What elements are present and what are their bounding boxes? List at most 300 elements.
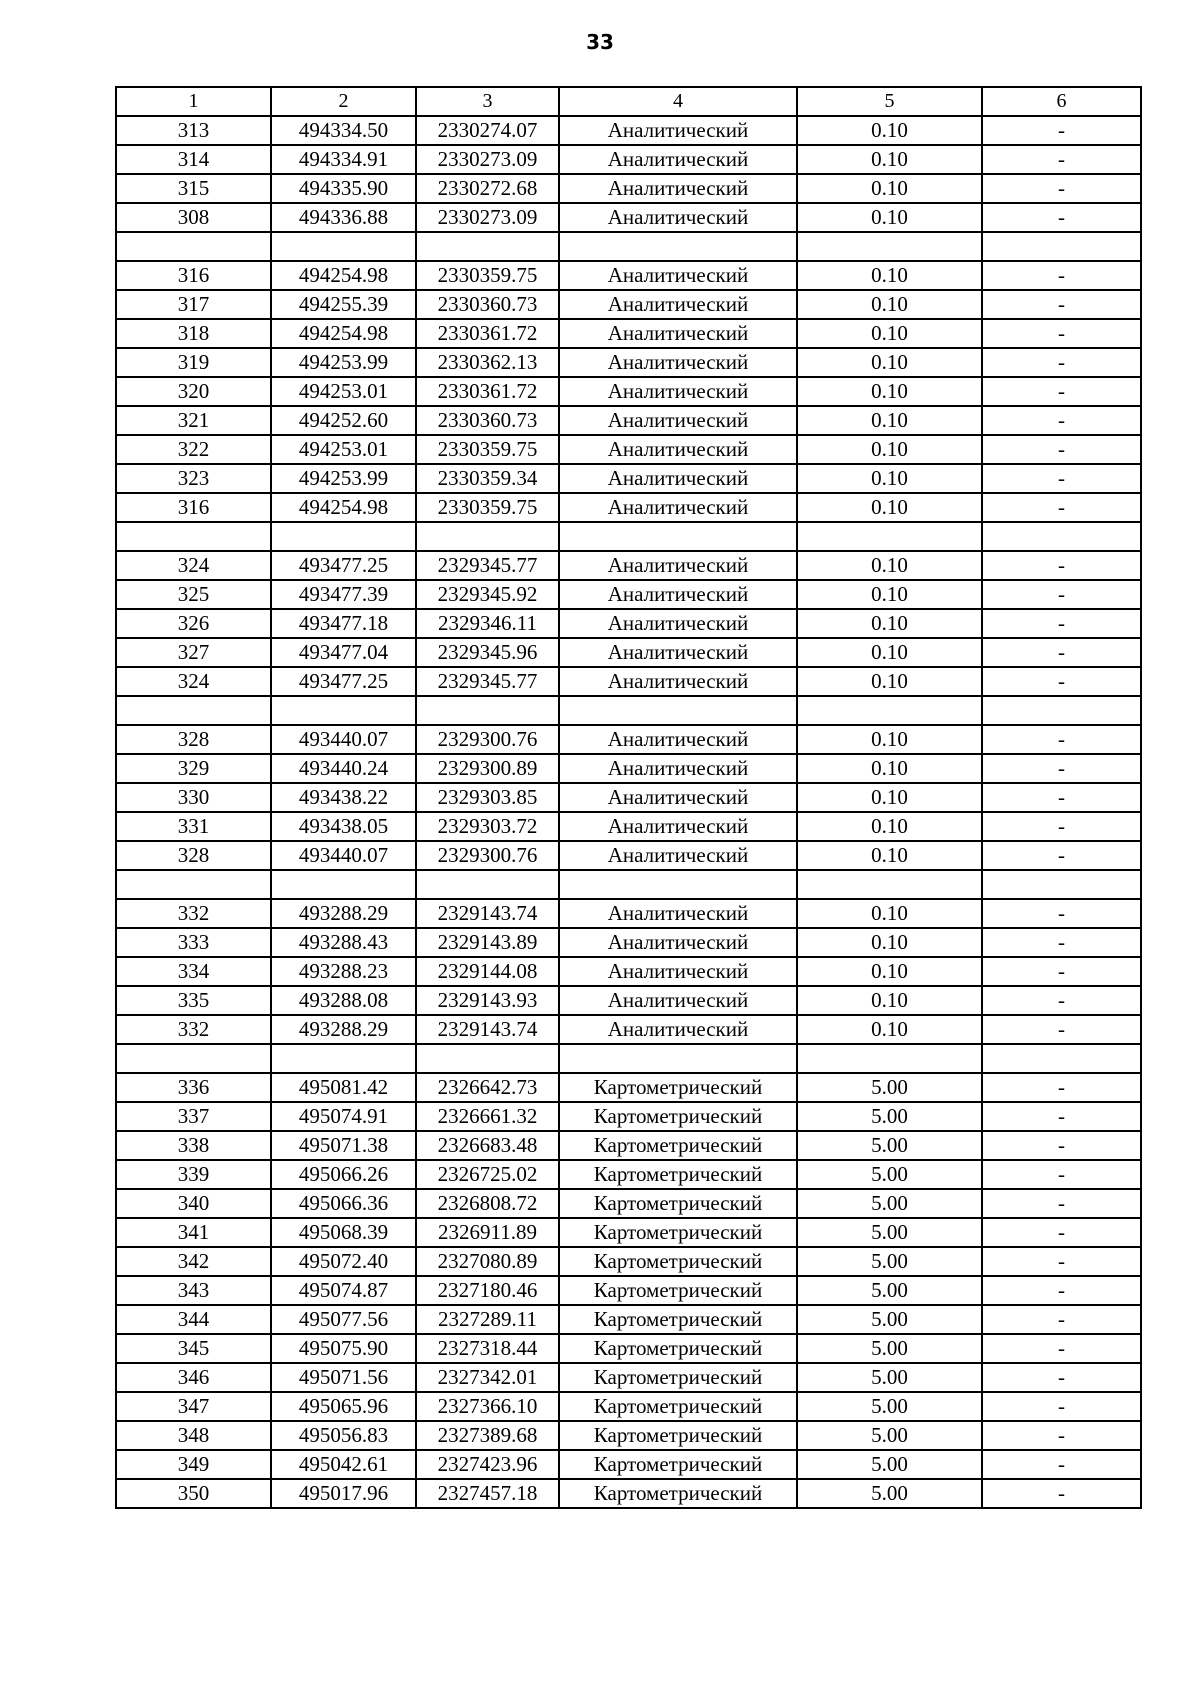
method-cell: Картометрический: [559, 1392, 797, 1421]
method-cell: Аналитический: [559, 551, 797, 580]
x-coordinate-cell: 495071.56: [271, 1363, 416, 1392]
x-coordinate-cell: [271, 870, 416, 899]
x-coordinate-cell: 495077.56: [271, 1305, 416, 1334]
x-coordinate-cell: 493288.08: [271, 986, 416, 1015]
y-coordinate-cell: 2330360.73: [416, 290, 559, 319]
x-coordinate-cell: 495081.42: [271, 1073, 416, 1102]
method-cell: Аналитический: [559, 435, 797, 464]
table-row: [116, 1218, 1141, 1247]
x-coordinate-cell: 493440.07: [271, 725, 416, 754]
y-coordinate-cell: 2326683.48: [416, 1131, 559, 1160]
point-number-cell: 337: [116, 1102, 271, 1131]
y-coordinate-cell: 2330274.07: [416, 116, 559, 145]
y-coordinate-cell: 2327180.46: [416, 1276, 559, 1305]
accuracy-cell: 5.00: [797, 1450, 982, 1479]
method-cell: Картометрический: [559, 1247, 797, 1276]
point-number-cell: 308: [116, 203, 271, 232]
x-coordinate-cell: 493477.25: [271, 551, 416, 580]
x-coordinate-cell: 494252.60: [271, 406, 416, 435]
point-number-cell: 320: [116, 377, 271, 406]
note-cell: -: [982, 1334, 1141, 1363]
note-cell: -: [982, 754, 1141, 783]
note-cell: -: [982, 1479, 1141, 1508]
table-row: [116, 1363, 1141, 1392]
table-body: [116, 116, 1141, 1508]
x-coordinate-cell: 494334.50: [271, 116, 416, 145]
coordinates-table: [115, 86, 1142, 1509]
method-cell: Аналитический: [559, 290, 797, 319]
table-row: [116, 1479, 1141, 1508]
point-number-cell: 333: [116, 928, 271, 957]
x-coordinate-cell: [271, 696, 416, 725]
x-coordinate-cell: 493288.29: [271, 899, 416, 928]
table-row: [116, 957, 1141, 986]
x-coordinate-cell: 495042.61: [271, 1450, 416, 1479]
x-coordinate-cell: 494254.98: [271, 319, 416, 348]
method-cell: Аналитический: [559, 203, 797, 232]
accuracy-cell: 5.00: [797, 1218, 982, 1247]
note-cell: [982, 696, 1141, 725]
x-coordinate-cell: 493477.25: [271, 667, 416, 696]
method-cell: [559, 696, 797, 725]
y-coordinate-cell: 2327318.44: [416, 1334, 559, 1363]
x-coordinate-cell: 493477.39: [271, 580, 416, 609]
method-cell: Аналитический: [559, 725, 797, 754]
y-coordinate-cell: 2330272.68: [416, 174, 559, 203]
point-number-cell: 332: [116, 899, 271, 928]
accuracy-cell: 0.10: [797, 957, 982, 986]
x-coordinate-cell: 495066.26: [271, 1160, 416, 1189]
table-row: [116, 1305, 1141, 1334]
note-cell: [982, 870, 1141, 899]
table-row: [116, 841, 1141, 870]
y-coordinate-cell: 2329345.77: [416, 551, 559, 580]
accuracy-cell: 0.10: [797, 580, 982, 609]
table-row: [116, 1189, 1141, 1218]
point-number-cell: 335: [116, 986, 271, 1015]
x-coordinate-cell: 494254.98: [271, 493, 416, 522]
note-cell: -: [982, 1073, 1141, 1102]
y-coordinate-cell: [416, 696, 559, 725]
note-cell: -: [982, 899, 1141, 928]
y-coordinate-cell: 2329143.74: [416, 899, 559, 928]
y-coordinate-cell: 2327366.10: [416, 1392, 559, 1421]
y-coordinate-cell: 2326725.02: [416, 1160, 559, 1189]
method-cell: Аналитический: [559, 261, 797, 290]
x-coordinate-cell: 494255.39: [271, 290, 416, 319]
method-cell: Аналитический: [559, 464, 797, 493]
y-coordinate-cell: 2329300.76: [416, 841, 559, 870]
accuracy-cell: 5.00: [797, 1305, 982, 1334]
method-cell: Аналитический: [559, 899, 797, 928]
accuracy-cell: 0.10: [797, 145, 982, 174]
accuracy-cell: 0.10: [797, 609, 982, 638]
accuracy-cell: 0.10: [797, 319, 982, 348]
note-cell: -: [982, 1247, 1141, 1276]
note-cell: -: [982, 493, 1141, 522]
accuracy-cell: 0.10: [797, 174, 982, 203]
y-coordinate-cell: 2327423.96: [416, 1450, 559, 1479]
point-number-cell: 338: [116, 1131, 271, 1160]
method-cell: Аналитический: [559, 667, 797, 696]
point-number-cell: 347: [116, 1392, 271, 1421]
method-cell: Картометрический: [559, 1305, 797, 1334]
point-number-cell: 325: [116, 580, 271, 609]
note-cell: -: [982, 116, 1141, 145]
x-coordinate-cell: 495074.87: [271, 1276, 416, 1305]
method-cell: Аналитический: [559, 841, 797, 870]
x-coordinate-cell: 493438.05: [271, 812, 416, 841]
x-coordinate-cell: 493440.24: [271, 754, 416, 783]
table-row: [116, 116, 1141, 145]
x-coordinate-cell: [271, 1044, 416, 1073]
method-cell: Картометрический: [559, 1073, 797, 1102]
note-cell: -: [982, 406, 1141, 435]
note-cell: -: [982, 1421, 1141, 1450]
note-cell: -: [982, 1160, 1141, 1189]
accuracy-cell: [797, 522, 982, 551]
point-number-cell: 344: [116, 1305, 271, 1334]
accuracy-cell: 0.10: [797, 406, 982, 435]
table-row: [116, 928, 1141, 957]
y-coordinate-cell: 2330359.75: [416, 493, 559, 522]
point-number-cell: 319: [116, 348, 271, 377]
note-cell: -: [982, 638, 1141, 667]
note-cell: -: [982, 812, 1141, 841]
table-row: [116, 435, 1141, 464]
point-number-cell: 346: [116, 1363, 271, 1392]
x-coordinate-cell: 495017.96: [271, 1479, 416, 1508]
table-row: [116, 986, 1141, 1015]
y-coordinate-cell: 2330360.73: [416, 406, 559, 435]
y-coordinate-cell: 2327457.18: [416, 1479, 559, 1508]
y-coordinate-cell: 2327080.89: [416, 1247, 559, 1276]
y-coordinate-cell: 2329345.96: [416, 638, 559, 667]
separator-row: [116, 870, 1141, 899]
point-number-cell: 324: [116, 667, 271, 696]
accuracy-cell: 0.10: [797, 986, 982, 1015]
note-cell: -: [982, 348, 1141, 377]
y-coordinate-cell: 2330359.75: [416, 261, 559, 290]
table-header: [116, 87, 1141, 116]
y-coordinate-cell: 2329143.74: [416, 1015, 559, 1044]
y-coordinate-cell: 2327342.01: [416, 1363, 559, 1392]
x-coordinate-cell: 493477.18: [271, 609, 416, 638]
accuracy-cell: 5.00: [797, 1363, 982, 1392]
method-cell: Картометрический: [559, 1334, 797, 1363]
accuracy-cell: 0.10: [797, 638, 982, 667]
x-coordinate-cell: 495056.83: [271, 1421, 416, 1450]
method-cell: Аналитический: [559, 377, 797, 406]
accuracy-cell: 5.00: [797, 1131, 982, 1160]
method-cell: Аналитический: [559, 406, 797, 435]
point-number-cell: 323: [116, 464, 271, 493]
point-number-cell: 342: [116, 1247, 271, 1276]
y-coordinate-cell: 2329300.89: [416, 754, 559, 783]
table-row: [116, 1392, 1141, 1421]
accuracy-cell: 5.00: [797, 1421, 982, 1450]
x-coordinate-cell: [271, 232, 416, 261]
method-cell: Картометрический: [559, 1363, 797, 1392]
note-cell: -: [982, 464, 1141, 493]
y-coordinate-cell: 2330361.72: [416, 377, 559, 406]
header-col-4: 4: [559, 87, 797, 116]
note-cell: -: [982, 145, 1141, 174]
method-cell: [559, 1044, 797, 1073]
accuracy-cell: 5.00: [797, 1102, 982, 1131]
point-number-cell: 327: [116, 638, 271, 667]
point-number-cell: 334: [116, 957, 271, 986]
point-number-cell: 313: [116, 116, 271, 145]
note-cell: -: [982, 203, 1141, 232]
table-row: [116, 174, 1141, 203]
x-coordinate-cell: 494335.90: [271, 174, 416, 203]
note-cell: -: [982, 1276, 1141, 1305]
note-cell: -: [982, 1015, 1141, 1044]
point-number-cell: 340: [116, 1189, 271, 1218]
point-number-cell: 336: [116, 1073, 271, 1102]
accuracy-cell: 0.10: [797, 493, 982, 522]
point-number-cell: 317: [116, 290, 271, 319]
accuracy-cell: [797, 696, 982, 725]
table-row: [116, 1131, 1141, 1160]
x-coordinate-cell: 493288.43: [271, 928, 416, 957]
separator-row: [116, 232, 1141, 261]
note-cell: -: [982, 928, 1141, 957]
note-cell: -: [982, 1102, 1141, 1131]
note-cell: [982, 232, 1141, 261]
table-row: [116, 1334, 1141, 1363]
header-col-1: 1: [116, 87, 271, 116]
note-cell: -: [982, 783, 1141, 812]
y-coordinate-cell: 2326808.72: [416, 1189, 559, 1218]
y-coordinate-cell: 2329300.76: [416, 725, 559, 754]
note-cell: -: [982, 580, 1141, 609]
table-row: [116, 1421, 1141, 1450]
method-cell: Аналитический: [559, 174, 797, 203]
table-row: [116, 638, 1141, 667]
table-row: [116, 783, 1141, 812]
table-row: [116, 261, 1141, 290]
y-coordinate-cell: 2326661.32: [416, 1102, 559, 1131]
y-coordinate-cell: 2329143.93: [416, 986, 559, 1015]
y-coordinate-cell: 2326911.89: [416, 1218, 559, 1247]
separator-row: [116, 696, 1141, 725]
point-number-cell: 343: [116, 1276, 271, 1305]
y-coordinate-cell: 2329143.89: [416, 928, 559, 957]
header-col-3: 3: [416, 87, 559, 116]
y-coordinate-cell: 2329346.11: [416, 609, 559, 638]
point-number-cell: 328: [116, 725, 271, 754]
point-number-cell: 341: [116, 1218, 271, 1247]
table-row: [116, 1276, 1141, 1305]
point-number-cell: 332: [116, 1015, 271, 1044]
table-row: [116, 406, 1141, 435]
note-cell: -: [982, 290, 1141, 319]
table-row: [116, 667, 1141, 696]
x-coordinate-cell: 493477.04: [271, 638, 416, 667]
y-coordinate-cell: 2329144.08: [416, 957, 559, 986]
x-coordinate-cell: 493288.29: [271, 1015, 416, 1044]
method-cell: Картометрический: [559, 1450, 797, 1479]
note-cell: -: [982, 1363, 1141, 1392]
method-cell: Аналитический: [559, 986, 797, 1015]
point-number-cell: 314: [116, 145, 271, 174]
table-row: [116, 290, 1141, 319]
point-number-cell: [116, 696, 271, 725]
header-col-6: 6: [982, 87, 1141, 116]
y-coordinate-cell: 2329345.77: [416, 667, 559, 696]
accuracy-cell: 5.00: [797, 1334, 982, 1363]
accuracy-cell: 5.00: [797, 1392, 982, 1421]
x-coordinate-cell: 495065.96: [271, 1392, 416, 1421]
table-row: [116, 1073, 1141, 1102]
accuracy-cell: 5.00: [797, 1276, 982, 1305]
method-cell: Картометрический: [559, 1131, 797, 1160]
method-cell: Аналитический: [559, 957, 797, 986]
method-cell: Аналитический: [559, 348, 797, 377]
x-coordinate-cell: 494254.98: [271, 261, 416, 290]
accuracy-cell: 0.10: [797, 116, 982, 145]
table-row: [116, 377, 1141, 406]
accuracy-cell: 0.10: [797, 290, 982, 319]
point-number-cell: 331: [116, 812, 271, 841]
method-cell: Картометрический: [559, 1102, 797, 1131]
accuracy-cell: [797, 1044, 982, 1073]
point-number-cell: 316: [116, 493, 271, 522]
method-cell: Картометрический: [559, 1160, 797, 1189]
note-cell: [982, 522, 1141, 551]
note-cell: -: [982, 957, 1141, 986]
point-number-cell: 316: [116, 261, 271, 290]
note-cell: -: [982, 986, 1141, 1015]
method-cell: Аналитический: [559, 754, 797, 783]
point-number-cell: 329: [116, 754, 271, 783]
method-cell: Аналитический: [559, 1015, 797, 1044]
y-coordinate-cell: 2329345.92: [416, 580, 559, 609]
x-coordinate-cell: 495071.38: [271, 1131, 416, 1160]
accuracy-cell: 5.00: [797, 1189, 982, 1218]
y-coordinate-cell: [416, 522, 559, 551]
table-row: [116, 319, 1141, 348]
method-cell: Аналитический: [559, 609, 797, 638]
accuracy-cell: 0.10: [797, 464, 982, 493]
point-number-cell: [116, 1044, 271, 1073]
accuracy-cell: 5.00: [797, 1160, 982, 1189]
y-coordinate-cell: 2330361.72: [416, 319, 559, 348]
y-coordinate-cell: 2330273.09: [416, 203, 559, 232]
y-coordinate-cell: 2327289.11: [416, 1305, 559, 1334]
accuracy-cell: 0.10: [797, 1015, 982, 1044]
y-coordinate-cell: 2327389.68: [416, 1421, 559, 1450]
point-number-cell: 339: [116, 1160, 271, 1189]
note-cell: -: [982, 261, 1141, 290]
accuracy-cell: 0.10: [797, 667, 982, 696]
note-cell: -: [982, 1189, 1141, 1218]
y-coordinate-cell: [416, 232, 559, 261]
note-cell: -: [982, 174, 1141, 203]
note-cell: -: [982, 1131, 1141, 1160]
x-coordinate-cell: 493438.22: [271, 783, 416, 812]
table-row: [116, 145, 1141, 174]
table-row: [116, 1160, 1141, 1189]
table-row: [116, 493, 1141, 522]
header-row: [116, 87, 1141, 116]
table-row: [116, 1450, 1141, 1479]
accuracy-cell: 0.10: [797, 899, 982, 928]
y-coordinate-cell: 2330359.34: [416, 464, 559, 493]
note-cell: -: [982, 1305, 1141, 1334]
accuracy-cell: 5.00: [797, 1073, 982, 1102]
method-cell: Картометрический: [559, 1421, 797, 1450]
y-coordinate-cell: 2329303.72: [416, 812, 559, 841]
method-cell: Картометрический: [559, 1276, 797, 1305]
point-number-cell: 345: [116, 1334, 271, 1363]
method-cell: Картометрический: [559, 1218, 797, 1247]
y-coordinate-cell: [416, 1044, 559, 1073]
x-coordinate-cell: 494253.01: [271, 435, 416, 464]
point-number-cell: [116, 870, 271, 899]
y-coordinate-cell: 2330359.75: [416, 435, 559, 464]
x-coordinate-cell: 495075.90: [271, 1334, 416, 1363]
point-number-cell: 318: [116, 319, 271, 348]
method-cell: Аналитический: [559, 116, 797, 145]
method-cell: Аналитический: [559, 145, 797, 174]
separator-row: [116, 522, 1141, 551]
point-number-cell: 349: [116, 1450, 271, 1479]
note-cell: -: [982, 725, 1141, 754]
table-row: [116, 812, 1141, 841]
point-number-cell: 326: [116, 609, 271, 638]
note-cell: [982, 1044, 1141, 1073]
method-cell: Картометрический: [559, 1479, 797, 1508]
x-coordinate-cell: 495074.91: [271, 1102, 416, 1131]
accuracy-cell: 0.10: [797, 754, 982, 783]
page-number: 33: [586, 30, 614, 54]
accuracy-cell: 0.10: [797, 783, 982, 812]
note-cell: -: [982, 319, 1141, 348]
accuracy-cell: 0.10: [797, 435, 982, 464]
x-coordinate-cell: 495066.36: [271, 1189, 416, 1218]
method-cell: Аналитический: [559, 493, 797, 522]
x-coordinate-cell: 493440.07: [271, 841, 416, 870]
note-cell: -: [982, 377, 1141, 406]
method-cell: Аналитический: [559, 928, 797, 957]
accuracy-cell: [797, 870, 982, 899]
table-row: [116, 551, 1141, 580]
note-cell: -: [982, 551, 1141, 580]
y-coordinate-cell: 2330362.13: [416, 348, 559, 377]
note-cell: -: [982, 435, 1141, 464]
x-coordinate-cell: 494253.01: [271, 377, 416, 406]
point-number-cell: 324: [116, 551, 271, 580]
x-coordinate-cell: 493288.23: [271, 957, 416, 986]
header-col-5: 5: [797, 87, 982, 116]
table-row: [116, 203, 1141, 232]
method-cell: [559, 522, 797, 551]
x-coordinate-cell: 494334.91: [271, 145, 416, 174]
table-row: [116, 464, 1141, 493]
point-number-cell: 315: [116, 174, 271, 203]
point-number-cell: 350: [116, 1479, 271, 1508]
accuracy-cell: 0.10: [797, 812, 982, 841]
y-coordinate-cell: 2326642.73: [416, 1073, 559, 1102]
header-col-2: 2: [271, 87, 416, 116]
point-number-cell: 328: [116, 841, 271, 870]
accuracy-cell: 0.10: [797, 725, 982, 754]
accuracy-cell: [797, 232, 982, 261]
method-cell: Аналитический: [559, 812, 797, 841]
